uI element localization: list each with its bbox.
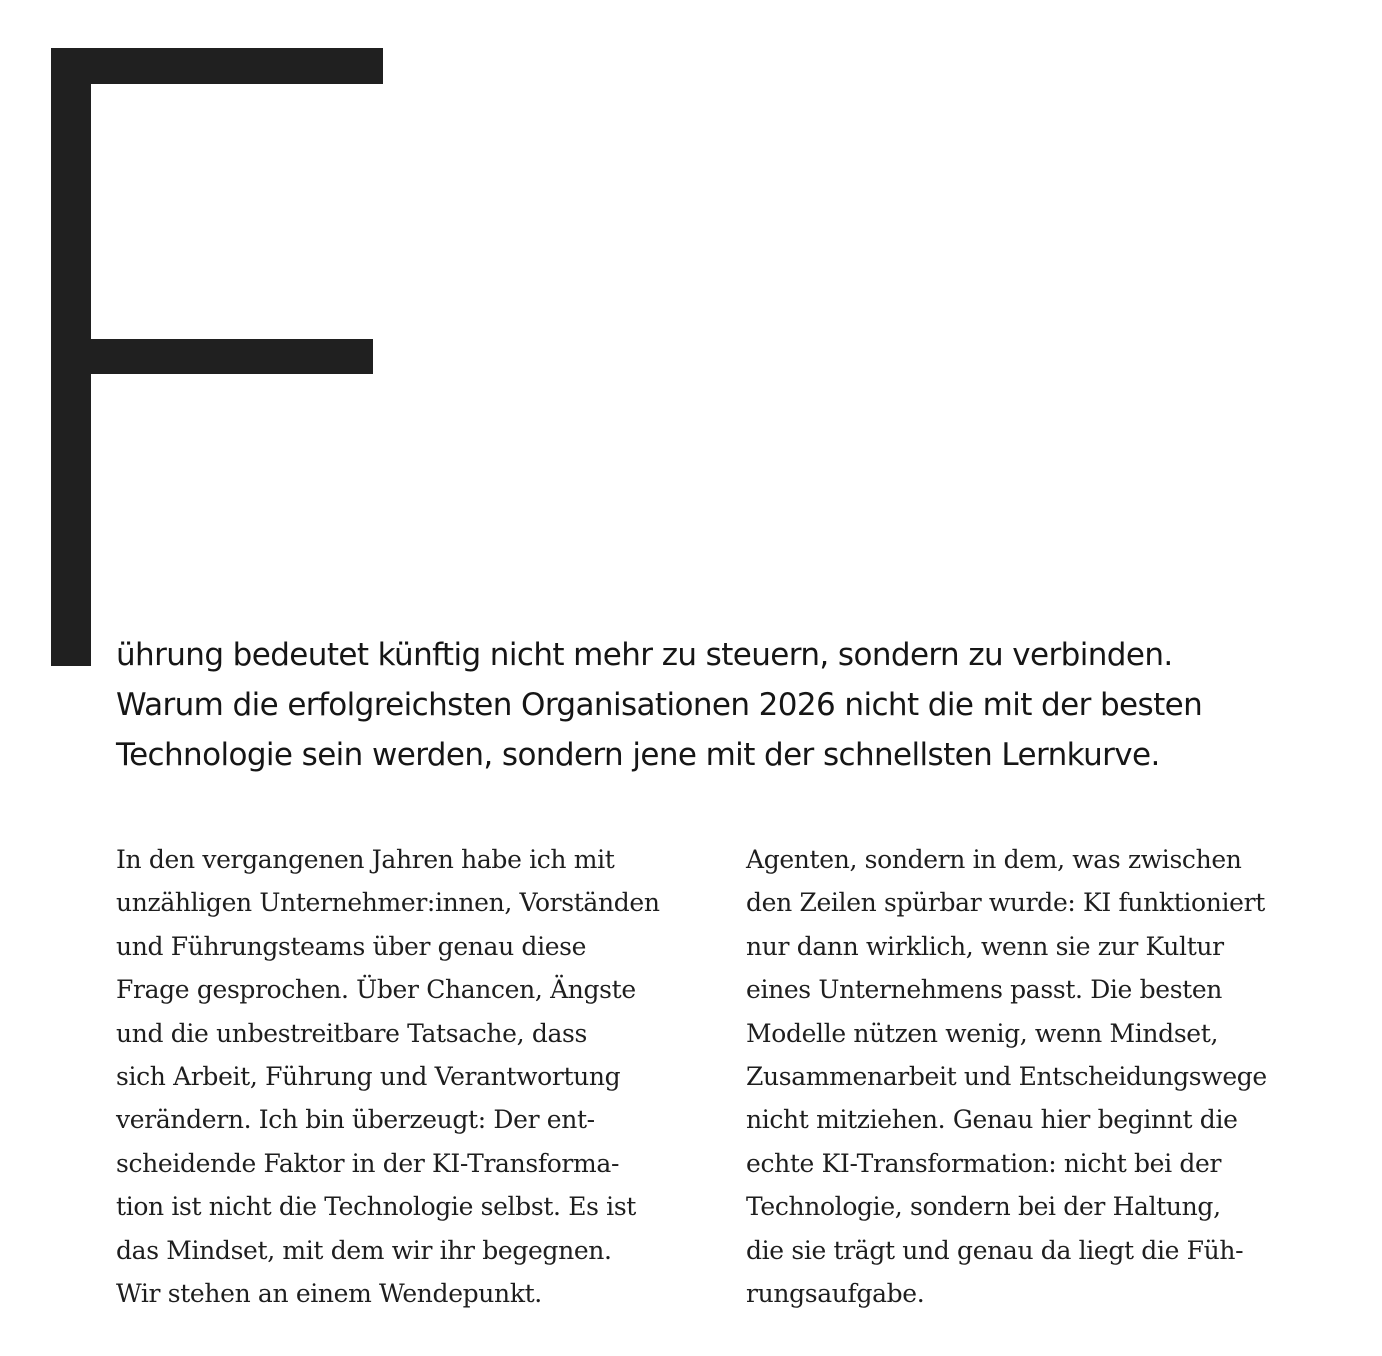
body-line: unzähligen Unternehmer:innen, Vorständen (116, 888, 660, 918)
body-line: das Mindset, mit dem wir ihr begegnen. (116, 1235, 612, 1265)
body-line: scheidende Faktor in der KI-Transforma- (116, 1148, 620, 1178)
body-line: Zusammenarbeit und Entscheidungswege (746, 1062, 1267, 1092)
body-line: eines Unternehmens passt. Die besten (746, 975, 1223, 1005)
body-line: nur dann wirklich, wenn sie zur Kultur (746, 931, 1224, 961)
body-line: rungsaufgabe. (746, 1279, 925, 1309)
lede-paragraph (116, 630, 1346, 780)
body-line: und die unbestreitbare Tatsache, dass (116, 1018, 587, 1048)
body-line: Wir stehen an einem Wendepunkt. (116, 1279, 542, 1309)
body-line: nicht mitziehen. Genau hier beginnt die (746, 1105, 1238, 1135)
body-line: Frage gesprochen. Über Chancen, Ängste (116, 975, 636, 1005)
body-line: Technologie, sondern bei der Haltung, (746, 1192, 1221, 1222)
body-line: und Führungsteams über genau diese (116, 931, 587, 961)
body-line: den Zeilen spürbar wurde: KI funktioniert (746, 888, 1265, 918)
body-column-right (746, 838, 1346, 1315)
body-line: tion ist nicht die Technologie selbst. Es ist (116, 1192, 637, 1222)
dropcap-top-bar (51, 48, 383, 84)
body-column-left (116, 838, 706, 1315)
dropcap-middle-bar (51, 339, 373, 374)
body-line: sich Arbeit, Führung und Verantwortung (116, 1062, 621, 1092)
body-line: Agenten, sondern in dem, was zwischen (746, 845, 1242, 874)
body-line: echte KI-Transformation: nicht bei der (746, 1148, 1222, 1178)
body-line: verändern. Ich bin überzeugt: Der ent- (116, 1105, 595, 1135)
lede-line: Warum die erfolgreichsten Organisationen 2026 nicht die mit der besten (116, 687, 1203, 723)
body-line: In den vergangenen Jahren habe ich mit (116, 845, 615, 874)
body-line: Modelle nützen wenig, wenn Mindset, (746, 1018, 1219, 1048)
lede-line: Technologie sein werden, sondern jene mit der schnellsten Lernkurve. (116, 737, 1160, 773)
body-line: die sie trägt und genau da liegt die Füh- (746, 1235, 1244, 1265)
lede-line: ührung bedeutet künftig nicht mehr zu steuern, sondern zu verbinden. (116, 637, 1173, 673)
